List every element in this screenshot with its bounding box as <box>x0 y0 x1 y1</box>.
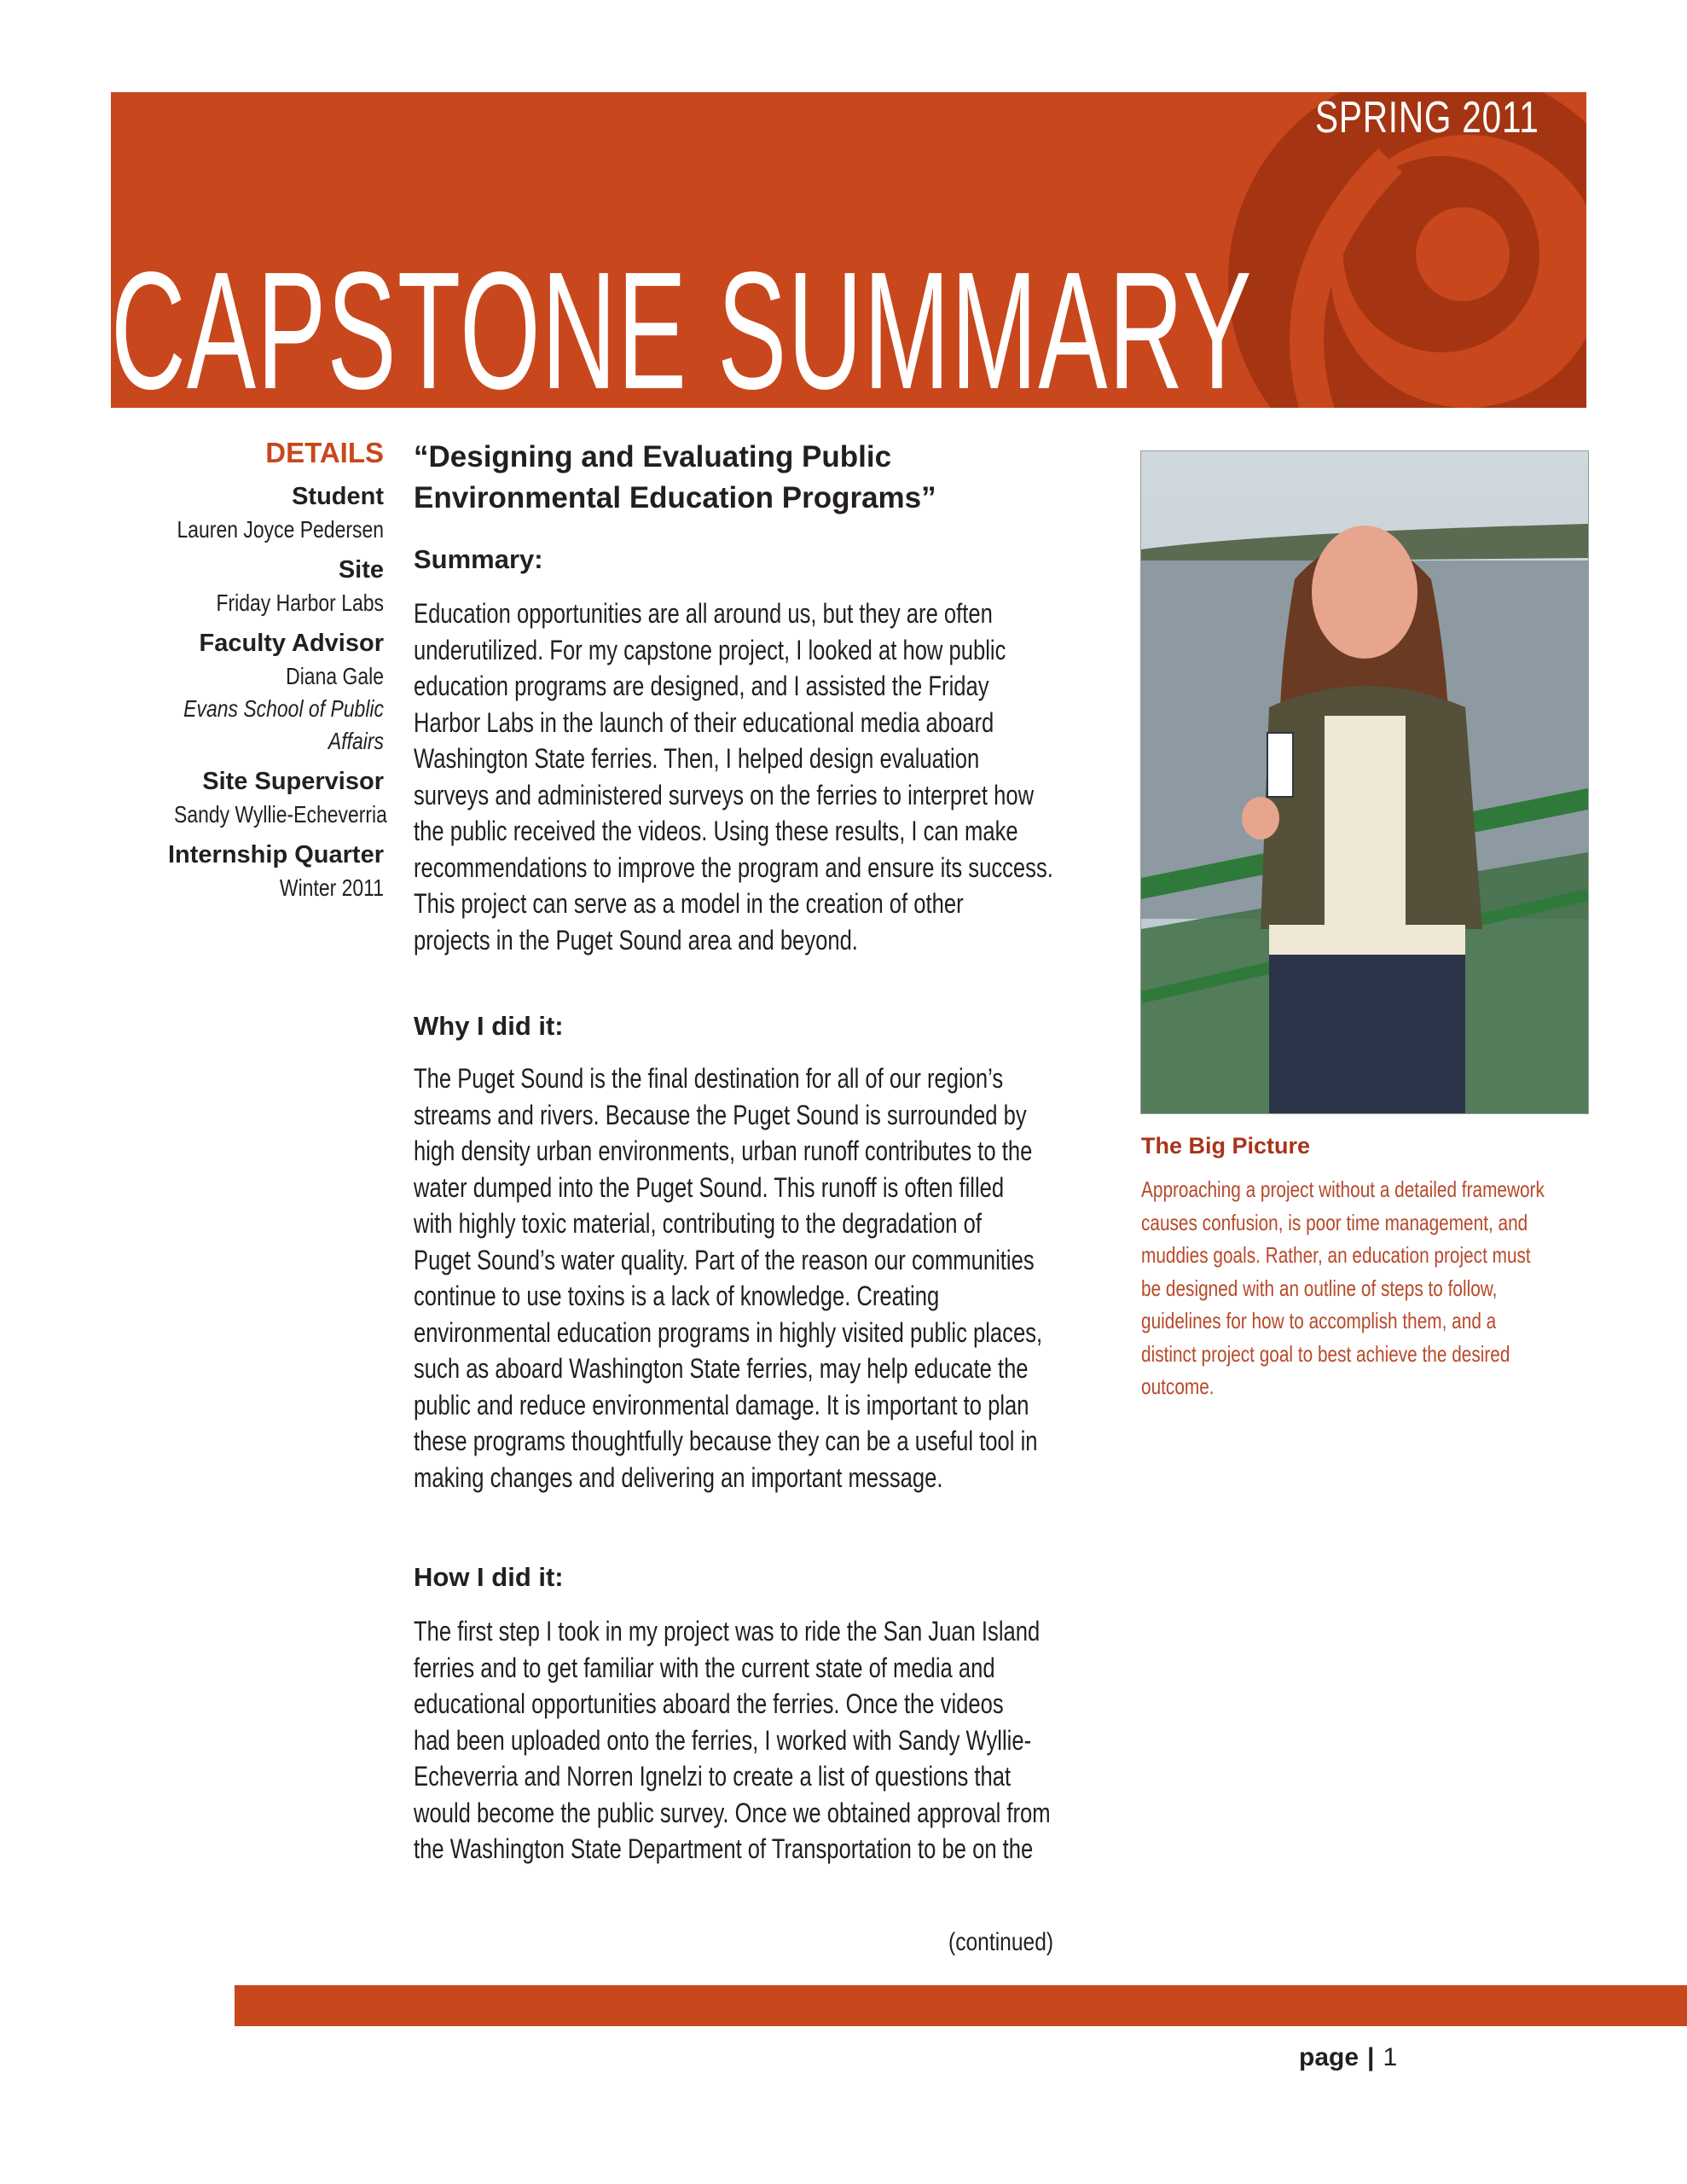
text-line: high density urban environments, urban runoff contributes to the <box>414 1136 1033 1166</box>
student-label: Student <box>292 483 384 510</box>
footer-bar <box>235 1985 1687 2026</box>
text-line: causes confusion, is poor time management, and <box>1141 1209 1528 1235</box>
how-body <box>414 1613 1103 1867</box>
text-line: muddies goals. Rather, an education project must <box>1141 1242 1531 1268</box>
summary-heading: Summary: <box>414 544 543 574</box>
text-line: projects in the Puget Sound area and beyond. <box>414 924 858 956</box>
caption-body <box>1141 1173 1578 1403</box>
text-line: guidelines for how to accomplish them, and a <box>1141 1308 1497 1333</box>
text-line: making changes and delivering an important message. <box>414 1461 943 1493</box>
text-line: continue to use toxins is a lack of knowledge. Creating <box>414 1281 940 1311</box>
text-line: Echeverria and Norren Ignelzi to create a list of questions that <box>414 1761 1012 1792</box>
text-line: The first step I took in my project was to ride the San Juan Island <box>414 1616 1041 1647</box>
text-line: be designed with an outline of steps to follow, <box>1141 1275 1498 1301</box>
main-column <box>414 437 1113 1867</box>
page-title: CAPSTONE SUMMARY <box>111 237 1253 424</box>
why-heading: Why I did it: <box>414 1011 564 1041</box>
supervisor-value: Sandy Wyllie-Echeverria <box>174 801 387 828</box>
page-separator: | <box>1367 2043 1375 2071</box>
article-headline-1: “Designing and Evaluating Public <box>414 440 892 473</box>
text-line: underutilized. For my capstone project, I looked at how public <box>414 634 1006 665</box>
site-value: Friday Harbor Labs <box>216 590 384 616</box>
text-line: public and reduce environmental damage. It is important to plan <box>414 1389 1029 1420</box>
page-number-value: 1 <box>1383 2043 1398 2071</box>
details-heading: DETAILS <box>265 437 384 468</box>
text-line: distinct project goal to best achieve the desired <box>1141 1340 1510 1367</box>
text-line: ferries and to get familiar with the current state of media and <box>414 1652 995 1683</box>
photo-illustration <box>1141 451 1588 1113</box>
text-line: Approaching a project without a detailed framework <box>1141 1176 1545 1202</box>
text-line: Washington State ferries. Then, I helped design evaluation <box>414 743 980 774</box>
text-line: water dumped into the Puget Sound. This runoff is often filled <box>414 1171 1005 1203</box>
advisor-affiliation-1: Evans School of Public <box>183 695 384 722</box>
article-headline-2: Environmental Education Programs” <box>414 481 936 514</box>
text-line: educational opportunities aboard the ferries. Once the videos <box>414 1688 1004 1719</box>
why-body <box>414 1060 1103 1496</box>
advisor-affiliation-2: Affairs <box>328 728 384 754</box>
caption-title: The Big Picture <box>1141 1133 1311 1159</box>
how-heading: How I did it: <box>414 1562 564 1592</box>
season-label: SPRING 2011 <box>1315 93 1539 142</box>
site-label: Site <box>338 556 384 584</box>
text-line: such as aboard Washington State ferries, may help educate the <box>414 1353 1029 1384</box>
supervisor-label: Site Supervisor <box>202 768 384 795</box>
advisor-value: Diana Gale <box>286 663 384 689</box>
text-line: the Washington State Department of Transportation to be on the <box>414 1833 1034 1864</box>
details-panel <box>128 437 387 904</box>
text-line: This project can serve as a model in the creation of other <box>414 888 964 919</box>
text-line: Education opportunities are all around us, but they are often <box>414 598 993 629</box>
quarter-label: Internship Quarter <box>168 841 384 868</box>
text-line: Puget Sound’s water quality. Part of the reason our communities <box>414 1244 1035 1275</box>
summary-body <box>414 595 1103 958</box>
quarter-value: Winter 2011 <box>279 874 384 901</box>
text-line: surveys and administered surveys on the ferries to interpret how <box>414 779 1035 810</box>
text-line: had been uploaded onto the ferries, I worked with Sandy Wyllie- <box>414 1724 1032 1756</box>
text-line: environmental education programs in highly visited public places, <box>414 1316 1043 1348</box>
text-line: Harbor Labs in the launch of their educational media aboard <box>414 706 994 738</box>
text-line: the public received the videos. Using these results, I can make <box>414 816 1018 846</box>
advisor-label: Faculty Advisor <box>199 630 384 657</box>
page-number <box>1299 2043 1397 2072</box>
text-line: would become the public survey. Once we obtained approval from <box>414 1797 1051 1828</box>
text-line: streams and rivers. Because the Puget Sound is surrounded by <box>414 1099 1027 1130</box>
text-line: outcome. <box>1141 1374 1215 1399</box>
student-value: Lauren Joyce Pedersen <box>177 516 384 543</box>
continued-note: (continued) <box>948 1928 1054 1956</box>
page-label: page <box>1299 2043 1359 2071</box>
text-line: with highly toxic material, contributing to the degradation of <box>414 1208 982 1239</box>
student-photo <box>1140 450 1589 1114</box>
text-line: recommendations to improve the program and ensure its success. <box>414 851 1053 883</box>
text-line: these programs thoughtfully because they can be a useful tool in <box>414 1426 1038 1456</box>
text-line: The Puget Sound is the final destination for all of our region’s <box>414 1063 1004 1094</box>
text-line: education programs are designed, and I assisted the Friday <box>414 671 989 701</box>
